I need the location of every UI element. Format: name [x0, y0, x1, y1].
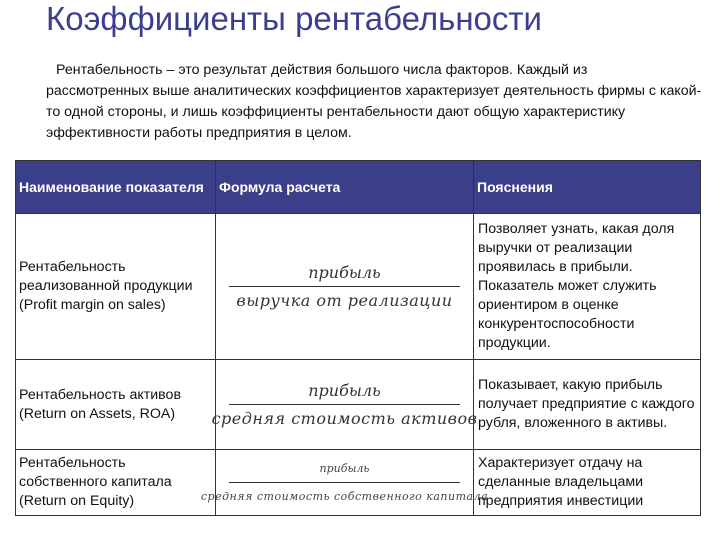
table-row: [16, 214, 701, 360]
row-formula: [211, 360, 478, 450]
formula-fraction: [211, 381, 478, 428]
row-formula: [216, 214, 474, 360]
row-formula: [200, 450, 489, 516]
page-title: Коэффициенты рентабельности: [46, 0, 542, 37]
ratios-table: [15, 160, 701, 516]
header-formula: Формула расчета: [216, 161, 474, 214]
intro-rest: рассмотренных выше аналитических коэффициентов характеризует деятельность фирмы с какой-то одной стороны, и лишь коэффициенты рентабельности дают общую характеристику эффективности работы предприятия в целом.: [46, 83, 702, 141]
row-explanation: Показывает, какую прибыль получает предприятие с каждого рубля, вложенного в активы.: [474, 360, 701, 450]
formula-denominator: средняя стоимость активов: [211, 409, 478, 428]
row-name: Рентабельность реализованной продукции (Profit margin on sales): [16, 214, 216, 360]
table-header-row: [16, 161, 701, 214]
intro-first-line: Рентабельность – это результат действия большого числа факторов. Каждый из: [56, 62, 588, 78]
intro-paragraph: [46, 60, 706, 144]
formula-denominator: выручка от реализации: [236, 291, 453, 310]
row-name: Рентабельность собственного капитала (Return on Equity): [16, 450, 216, 516]
header-name: Наименование показателя: [16, 161, 216, 214]
row-name: Рентабельность активов (Return on Assets, ROA): [16, 360, 216, 450]
row-explanation: Позволяет узнать, какая доля выручки от реализации проявилась в прибыли. Показатель может служить ориентиром в оценке конкурентоспособности продукции.: [474, 214, 701, 360]
formula-denominator: средняя стоимость собственного капитала: [200, 490, 489, 503]
formula-fraction: [219, 263, 470, 310]
formula-numerator: прибыль: [308, 263, 381, 282]
formula-numerator: прибыль: [319, 462, 370, 475]
row-explanation: Характеризует отдачу на сделанные владельцами предприятия инвестиции: [474, 450, 701, 516]
formula-numerator: прибыль: [308, 381, 381, 400]
table-row: [16, 360, 701, 450]
header-explanation: Пояснения: [474, 161, 701, 214]
table-row: [16, 450, 701, 516]
formula-fraction: [200, 459, 489, 506]
